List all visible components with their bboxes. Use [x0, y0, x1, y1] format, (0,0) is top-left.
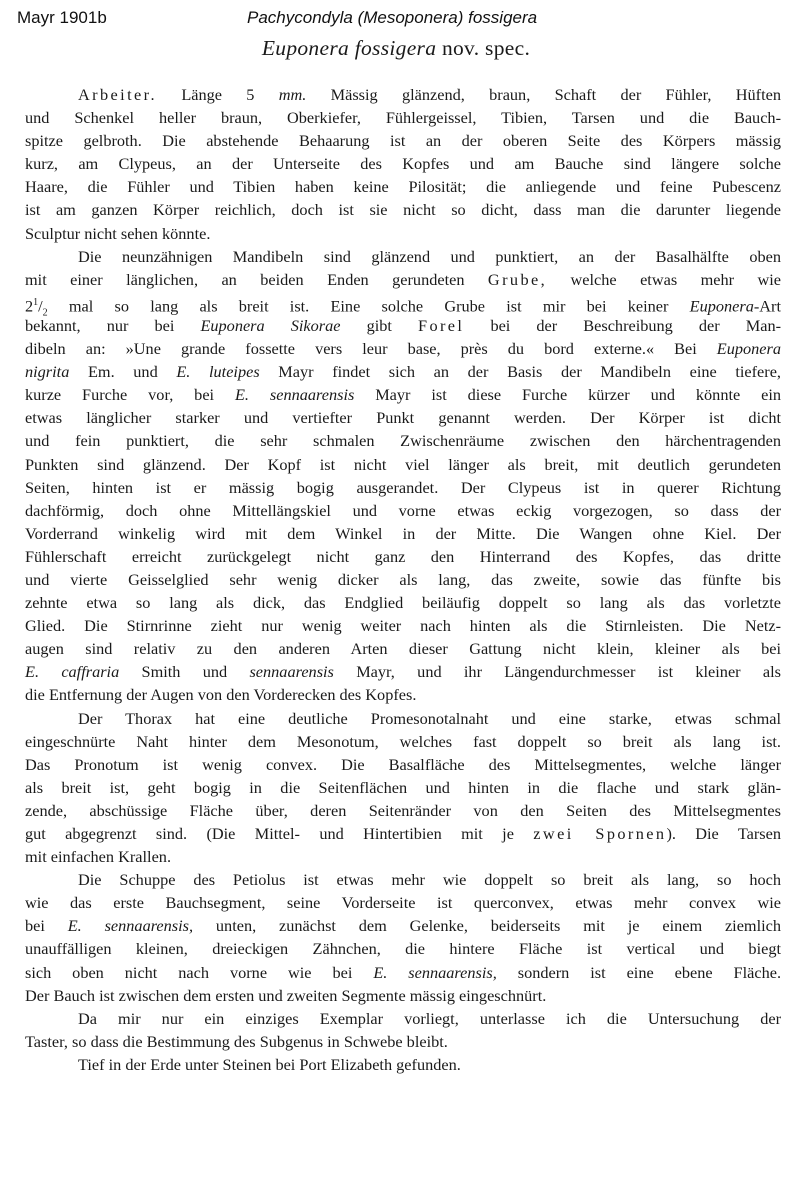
text-line: ist am ganzen Körper reichlich, doch ist sie nicht so dicht, dass man die darunter liegende — [25, 200, 781, 220]
text-line: sich oben nicht nach vorne wie bei E. sennaarensis, sondern ist eine ebene Fläche. — [25, 962, 782, 982]
text-line: Sculptur nicht sehen könnte. — [25, 223, 211, 243]
text-line: Der Thorax hat eine deutliche Promesonotalnaht und eine starke, etwas schmal — [78, 708, 781, 728]
text-line: Arbeiter. Länge 5 mm. Mässig glänzend, braun, Schaft der Fühler, Hüften — [78, 85, 781, 104]
text-line: dachförmig, doch ohne Mittellängskiel und vorne etwas eckig vorgezogen, so dass der — [25, 500, 781, 520]
text-line: dibeln an: »Une grande fossette vers leur base, près du bord externe.« Bei Euponera — [25, 339, 781, 359]
text-line: mit einfachen Krallen. — [25, 847, 172, 867]
text-line: bekannt, nur bei Euponera Sikorae gibt Forel bei der Beschreibung der Man- — [25, 315, 782, 335]
text-line: gut abgegrenzt sind. (Die Mittel- und Hintertibien mit je zwei Spornen). Die Tarsen — [25, 824, 781, 843]
text-line: Der Bauch ist zwischen dem ersten und zweiten Segmente mässig eingeschnürt. — [25, 985, 547, 1005]
text-line: Seiten, hinten ist er mässig bogig ausgerandet. Der Clypeus ist in querer Richtung — [25, 477, 781, 497]
page-title — [0, 36, 792, 61]
text-line: Taster, so dass die Bestimmung des Subgenus in Schwebe bleibt. — [25, 1031, 448, 1051]
text-line: als breit ist, geht bogig in die Seitenflächen und hinten in die flache und stark glän- — [25, 777, 781, 797]
text-line: bei E. sennaarensis, unten, zunächst dem Gelenke, beiderseits mit je einem ziemlich — [25, 916, 782, 936]
title-species: Euponera fossigera — [261, 36, 437, 60]
text-line: wie das erste Bauchsegment, seine Vorderseite ist querconvex, etwas mehr convex wie — [25, 893, 781, 913]
text-line: E. caffraria Smith und sennaarensis Mayr, und ihr Längendurchmesser ist kleiner als — [25, 662, 781, 682]
text-line: Da mir nur ein einziges Exemplar vorliegt, unterlasse ich die Untersuchung der — [78, 1008, 781, 1028]
text-line: etwas länglicher starker und vertiefter Punkt genannt werden. Der Körper ist dicht — [25, 408, 781, 428]
text-line: Tief in der Erde unter Steinen bei Port Elizabeth gefunden. — [78, 1054, 461, 1074]
text-line: $2^1/_2$ mal so lang als breit ist. Eine solche Grube ist mir bei keiner Euponera-Art — [25, 296, 781, 319]
text-line: Die Schuppe des Petiolus ist etwas mehr wie doppelt so breit als lang, so hoch — [78, 870, 781, 890]
text-line: augen sind relativ zu den anderen Arten dieser Gattung nicht klein, kleiner als bei — [25, 639, 781, 659]
text-line: und fein punktiert, die sehr schmalen Zwischenräume zwischen den härchentragenden — [25, 431, 781, 451]
text-line: unauffälligen kleinen, dreieckigen Zähnchen, die hintere Fläche ist vertical und biegt — [25, 939, 781, 959]
text-line: kurze Furche vor, bei E. sennaarensis Mayr ist diese Furche kürzer und könnte ein — [25, 385, 781, 405]
text-line: kurz, am Clypeus, an der Unterseite des Kopfes und am Bauche sind längere solche — [25, 154, 781, 174]
text-line: und Schenkel heller braun, Oberkiefer, Fühlergeissel, Tibien, Tarsen und die Bauch- — [25, 108, 781, 128]
taxon-name: Pachycondyla (Mesoponera) fossigera — [247, 8, 538, 27]
text-line: die Entfernung der Augen von den Vorderecken des Kopfes. — [25, 685, 417, 705]
species-description — [25, 83, 781, 1076]
text-line: eingeschnürte Naht hinter dem Mesonotum, welches fast doppelt so breit als lang ist. — [25, 731, 781, 751]
text-line: Glied. Die Stirnrinne zieht nur wenig weiter nach hinten als die Stirnleisten. Die Netz- — [25, 616, 781, 636]
text-line: Punkten sind glänzend. Der Kopf ist nicht viel länger als breit, mit deutlich gerundeten — [25, 454, 781, 474]
text-line: Das Pronotum ist wenig convex. Die Basalfläche des Mittelsegmentes, welche länger — [25, 754, 781, 774]
title-status: nov. spec. — [441, 36, 531, 60]
citation-label: Mayr 1901b — [17, 8, 107, 27]
text-line: zende, abschüssige Fläche über, deren Seitenränder von den Seiten des Mittelsegmentes — [25, 800, 781, 820]
text-line: spitze gelbroth. Die abstehende Behaarung ist an der oberen Seite des Körpers mässig — [25, 131, 781, 151]
text-line: mit einer länglichen, an beiden Enden gerundeten Grube, welche etwas mehr wie — [25, 269, 781, 289]
text-line: Vorderrand winkelig wird mit dem Winkel in der Mitte. Die Wangen ohne Kiel. Der — [25, 523, 781, 543]
text-line: nigrita Em. und E. luteipes Mayr findet sich an der Basis der Mandibeln eine tiefere, — [25, 362, 781, 382]
text-line: zehnte etwa so lang als dick, das Endglied beiläufig doppelt so lang als das vorletzte — [25, 593, 781, 613]
text-line: und vierte Geisselglied sehr wenig dicker als lang, das zweite, sowie das fünfte bis — [25, 569, 781, 589]
text-line: Die neunzähnigen Mandibeln sind glänzend und punktiert, an der Basalhälfte oben — [78, 246, 781, 266]
text-line: Fühlerschaft erreicht zurückgelegt nicht ganz den Hinterrand des Kopfes, das dritte — [25, 546, 781, 566]
text-line: Haare, die Fühler und Tibien haben keine Pilosität; die anliegende und feine Pubescenz — [25, 177, 781, 197]
